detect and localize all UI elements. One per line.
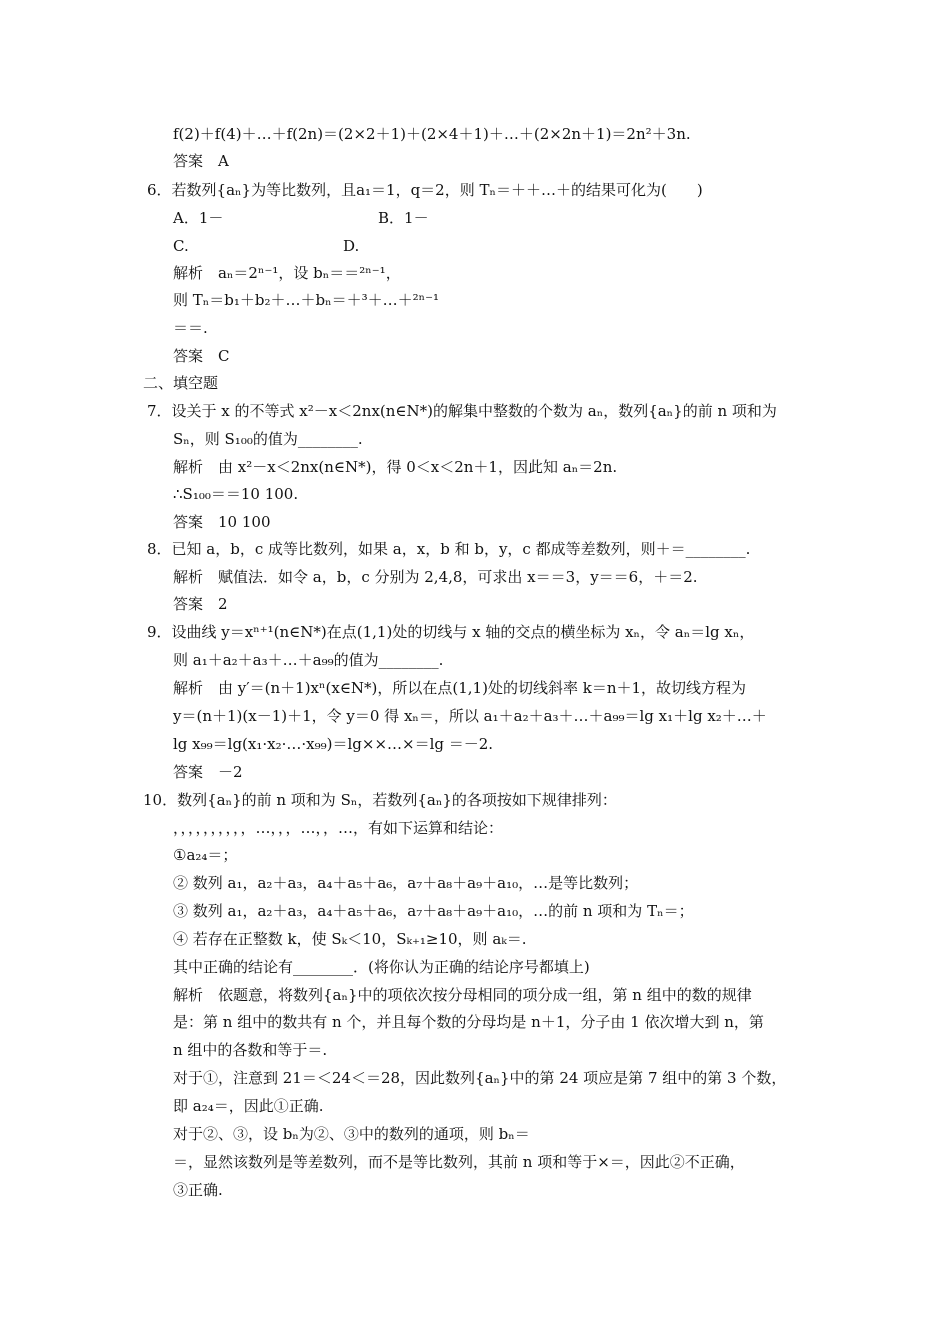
analysis-line: 解析 依题意，将数列{aₙ}中的项依次按分母相同的项分成一组，第 n 组中的数的规律 bbox=[173, 986, 752, 1004]
analysis-line: 解析 由 x²－x＜2nx(n∈N*)，得 0＜x＜2n＋1，因此知 aₙ＝2n. bbox=[173, 458, 618, 476]
analysis-line: ③正确. bbox=[173, 1181, 223, 1199]
analysis-line: 即 a₂₄＝，因此①正确. bbox=[173, 1097, 324, 1115]
analysis-line: ∴S₁₀₀＝＝10 100. bbox=[173, 485, 299, 503]
question-8: 8．已知 a，b，c 成等比数列，如果 a，x，b 和 b，y，c 都成等差数列，则＋＝________. bbox=[147, 540, 751, 558]
question-7-cont: Sₙ，则 S₁₀₀的值为________. bbox=[173, 430, 363, 448]
statement-4: ④ 若存在正整数 k，使 Sₖ＜10，Sₖ₊₁≥10，则 aₖ＝. bbox=[173, 930, 527, 948]
question-10-prompt: 其中正确的结论有________．(将你认为正确的结论序号都填上) bbox=[173, 958, 590, 976]
answer-line: 答案 A bbox=[173, 152, 229, 170]
answer-line: 答案 －2 bbox=[173, 763, 243, 781]
question-6: 6．若数列{aₙ}为等比数列，且a₁＝1，q＝2，则 Tₙ＝＋＋…＋的结果可化为( ) bbox=[147, 181, 703, 199]
analysis-line: 对于②、③，设 bₙ为②、③中的数列的通项，则 bₙ＝ bbox=[173, 1125, 530, 1143]
analysis-line: 解析 aₙ＝2ⁿ⁻¹，设 bₙ＝＝²ⁿ⁻¹， bbox=[173, 264, 401, 282]
option-c: C. bbox=[173, 237, 189, 255]
question-9-cont: 则 a₁＋a₂＋a₃＋…＋a₉₉的值为________. bbox=[173, 651, 444, 669]
analysis-line: 对于①，注意到 21＝＜24＜＝28，因此数列{aₙ}中的第 24 项应是第 7 组中的第 3 个数， bbox=[173, 1069, 787, 1087]
statement-1: ①a₂₄＝； bbox=[173, 846, 238, 864]
answer-line: 答案 C bbox=[173, 347, 230, 365]
statement-3: ③ 数列 a₁，a₂＋a₃，a₄＋a₅＋a₆，a₇＋a₈＋a₉＋a₁₀，…的前 n 项和为 Tₙ＝； bbox=[173, 902, 694, 920]
analysis-line: n 组中的各数和等于＝. bbox=[173, 1041, 328, 1059]
analysis-line: lg x₉₉＝lg(x₁·x₂·…·x₉₉)＝lg××…×＝lg ＝－2. bbox=[173, 735, 494, 753]
question-10-sequence: ，，，，，，，，，，…，，，…，，…，有如下运算和结论： bbox=[173, 819, 504, 837]
analysis-line: 则 Tₙ＝b₁＋b₂＋…＋bₙ＝＋³＋…＋²ⁿ⁻¹ bbox=[173, 291, 440, 309]
option-b: B．1－ bbox=[378, 209, 429, 227]
question-10: 10．数列{aₙ}的前 n 项和为 Sₙ，若数列{aₙ}的各项按如下规律排列： bbox=[143, 791, 617, 809]
option-d: D. bbox=[343, 237, 360, 255]
analysis-line: 解析 由 y′＝(n＋1)xⁿ(x∈N*)，所以在点(1,1)处的切线斜率 k＝n＋1，故切线方程为 bbox=[173, 679, 747, 697]
analysis-line: ＝，显然该数列是等差数列，而不是等比数列，其前 n 项和等于×＝，因此②不正确， bbox=[173, 1153, 745, 1171]
question-9: 9．设曲线 y＝xⁿ⁺¹(n∈N*)在点(1,1)处的切线与 x 轴的交点的横坐标为 xₙ，令 aₙ＝lg xₙ， bbox=[147, 623, 755, 641]
statement-2: ② 数列 a₁，a₂＋a₃，a₄＋a₅＋a₆，a₇＋a₈＋a₉＋a₁₀，…是等比数列； bbox=[173, 874, 639, 892]
answer-line: 答案 10 100 bbox=[173, 513, 271, 531]
question-7: 7．设关于 x 的不等式 x²－x＜2nx(n∈N*)的解集中整数的个数为 aₙ，数列{aₙ}的前 n 项和为 bbox=[147, 402, 777, 420]
answer-line: 答案 2 bbox=[173, 595, 228, 613]
analysis-line: ＝＝. bbox=[173, 319, 208, 337]
analysis-line: 是：第 n 组中的数共有 n 个，并且每个数的分母均是 n＋1，分子由 1 依次增大到 n，第 bbox=[173, 1013, 764, 1031]
analysis-line: 解析 赋值法．如令 a，b，c 分别为 2,4,8，可求出 x＝＝3，y＝＝6，＋＝2. bbox=[173, 568, 698, 586]
option-a: A．1－ bbox=[173, 209, 224, 227]
analysis-line: y＝(n＋1)(x－1)＋1，令 y＝0 得 xₙ＝，所以 a₁＋a₂＋a₃＋…＋a₉₉＝lg x₁＋lg x₂＋…＋ bbox=[173, 707, 767, 725]
section-heading: 二、填空题 bbox=[143, 374, 219, 392]
text-line: f(2)＋f(4)＋…＋f(2n)＝(2×2＋1)＋(2×4＋1)＋…＋(2×2n＋1)＝2n²＋3n. bbox=[173, 125, 691, 143]
